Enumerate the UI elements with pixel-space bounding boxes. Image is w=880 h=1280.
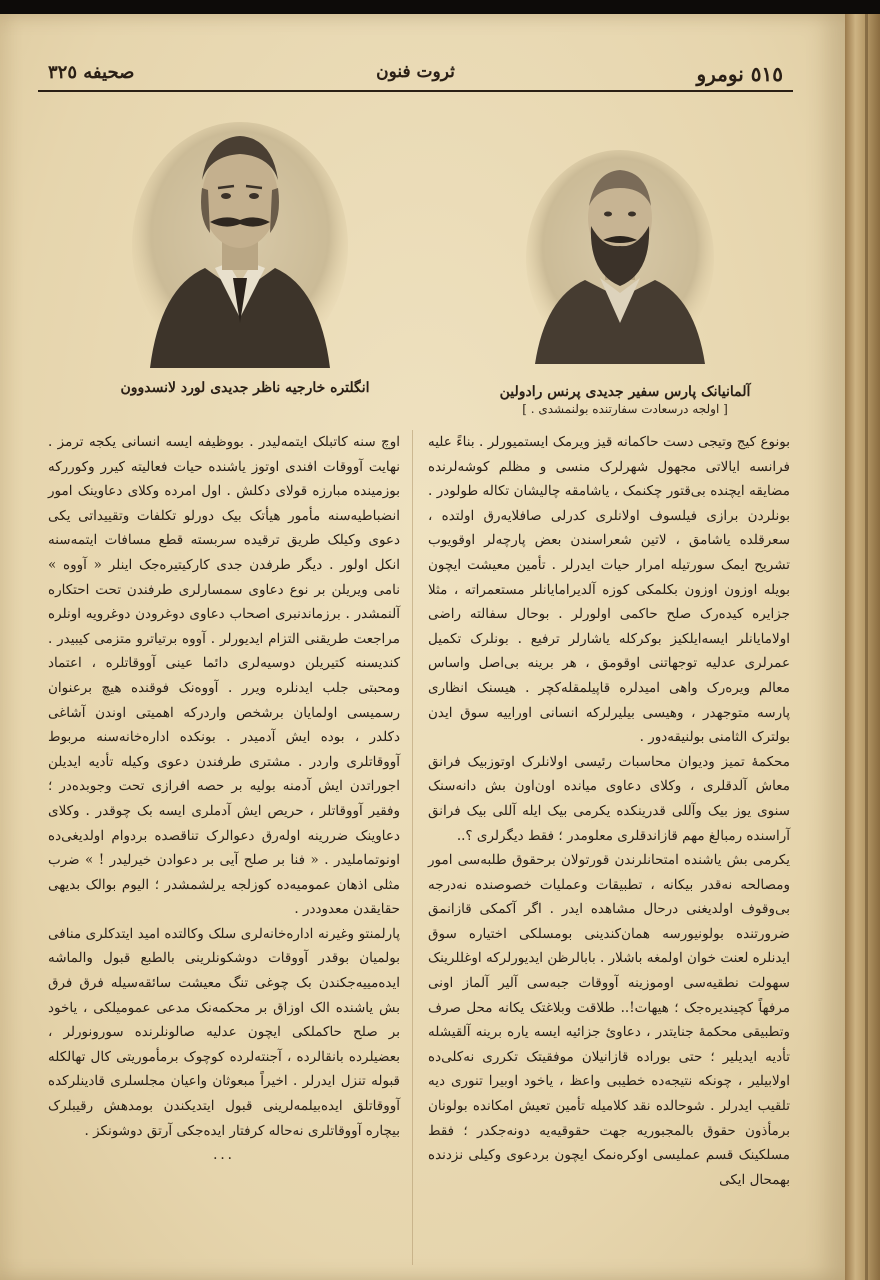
header-rule — [38, 90, 793, 92]
page-header — [38, 58, 793, 92]
portrait-lord-lansdowne — [130, 118, 350, 370]
end-mark: ... — [213, 1147, 235, 1164]
issue-number: ٥١٥ نومرو — [696, 62, 783, 86]
caption-right-portrait: آلمانیانک پارس سفیر جدیدی پرنس رادولین — [499, 384, 751, 400]
book-spine-edge — [845, 14, 880, 1280]
caption-left-portrait: انگلتره خارجیه ناظر جدیدی لورد لانسدوون — [120, 380, 370, 396]
magazine-title: ثروت فنون — [376, 62, 455, 82]
paragraph: بونوع کیج وتیجی دست حاکمانه قیز ویرمک ایستمیورلر . بناءً علیه فرانسه ایالاتی مجهول شهرلرک منسی و مظلم کوشه‌لرنده مضایقه ایچنده بی‌قتور چکنمک ، یاشامقه چالیشان تکاله طولودر . بونلردن برازی فیلسوف اولانلری کدرلی صافلایه‌رق اولتده ، سعرقلده یاشامق ، لاتین شعراسندن بعض پارچه‌لر اوقویوب تشریح ایمک سورتیله امرار حیات ایدرلر . تأمین معیشت ایچون بویله اوزون اوزون بکلمکی کوزه آلدیرامایانلر مستعمراته ، مثلا جزایره کیده‌رک صلح حاکمی اولورلر . بوحال سفالته راضی اولامایانلر ایسه‌ایلکیز بوکرکله یاشارلر ترفیع . بونلرک تکمیل عمرلری عدلیه توجهاتنی اوقومق ، هر برینه بی‌اصل واساس معالم ویره‌رک واهی امیدلره قاپیلمقله‌کچر . هیسنک انظاری پارسه متوجهدر ، وهیسی بیلیرلرکه انسانی اوراییه سوق ایدن بولترک الثامنی بولنیقه‌دور . — [428, 434, 790, 746]
paragraph: اوچ سنه کاتبلک ایتمه‌لیدر . بووظیفه ایسه انسانی یکجه ترمز . نهایت آووقات افندی اوتوز یاشنده حیات فعالیته کیرر وکوررکه بوزمینده مبارزه قولای دکلش . اول امرده وکلای دعاوینک امور انضباطیه‌سنه مأمور هیأتک بیک دورلو تکلفات وتقییداتی یکی دعوی وکیلک طریق ترقیده سربسته قطع مسافات ایتمه‌سنه انکل اولور . دیگر طرفدن جدی کارکیتیره‌جک اینلر « آووه » نامی ویریلن بر نوع دعاوی سمسارلری طرفندن تحت احتکاره آلنمشدر . برزماندنبری اصحاب دعاوی دوغرودن دوغرویه اونلره مراجعت طریقنی التزام ایدیورلر . آووه برتیاترو متزمی کیبیدر . کندیسنه کتیریلن دوسیه‌لری دائما عینی آووقاتلره ، اعتماد ومحبتی جلب ایدنلره ویرر . آووه‌نک فوقنده هیچ برعنوان رسمیسی اولمایان برشخص واردرکه اهمیتی اوندن آشاغی دکلدر ، بوده ایش آدمیدر . بونکده اداره‌خانه‌سنه مربوط آووقاتلری واردر . مشتری طرفندن دعوی وکیله تأدیه ایدیلن اجوراتدن ایش آدمنه بولیه بر حصه افرازی تحت وجوبده‌در ؛ وفقیر آووقاتلر ، حریص ایش آدملری ایسه بک چوقدر . وکلای دعاوینک ضررینه اوله‌رق دعوالرک تناقصده بردوام اولدیغی‌ده اونوتماملیدر . « فنا بر صلح آیی بر دعوادن خیرلیدر ! » ضرب مثلی اذهان عمومیه‌ده کوزلجه یرلشمشدر ؛ الیوم بوالک بدیهی حقایقدن معدوددر . — [48, 434, 400, 918]
paragraph: محکمهٔ تمیز ودیوان محاسبات رئیسی اولانلرک اوتوزبیک فرانق معاش آلدقلری ، وکلای دعاوی میانده اون‌اون بش دانه‌سنک سنوی یوز بیک وآللی قدرینکده یکرمی بیک ایله آللی بیک فرانق آراسنده رمبالغ مهم قازاندقلری معلومدر ؛ فقط دیگرلری ؟.. — [428, 753, 790, 844]
page-number: صحیفه ٣٢٥ — [48, 62, 135, 83]
text-column-right — [428, 430, 790, 1192]
scan-top-border — [0, 0, 880, 14]
paragraph: یکرمی بش یاشنده امتحانلرندن قورتولان برحقوق طلبه‌سی امور ومصالحه نه‌قدر بیکانه ، تطبیقات وعملیات خصوصنده نه‌درجه بی‌وقوف اولدیغنی درحال مشاهده ایدر . اگر آکمکی قازانمق ضرورتنده بولونیورسه همان‌کندینی بومسلکی اختیاره سوق ایدنلره لعنت خوان اولمغه باشلار . بابالرظن ایدیورلرکه اوغللرینک سهولت نطقیه‌سی اوموزینه آووقات جبه‌سی آلیر آلماز اونی مرفهاً کچیندیره‌جک ؛ هیهات!.. طلاقت وبلاغتک یکانه محل صرف وتطبیقی محکمهٔ جنایتدر ، دعاویٔ جزائیه ایسه یاره برینه آلقیشله تأدیه ایدیلیر ؛ حتی بوراده قازانیلان موفقیتک تکرری نه‌کلی‌ده اولابیلیر ، چونکه نتیجه‌ده خطیبی واعظ ، یاخود اوبیرا تنوری دیه تلقیب ایدرلر . شوحالده نقد کلامیله تأمین تعیش امکانده بولونان برمأذون حقوق بالمجبوریه جهت حقوقیه‌یه دونه‌جکدر ؛ فقط مسلکینک قسم عملیسی اوکره‌نمک ایچون بردعوی وکیلی نزدنده بهمحال ایکی — [428, 852, 790, 1188]
caption-right-subnote: [ اولجه درسعادت سفارتنده بولنمشدی . ] — [522, 402, 728, 416]
text-column-left — [48, 430, 400, 1168]
column-divider — [412, 430, 413, 1265]
portrait-prince-radolin — [525, 148, 715, 366]
paragraph: پارلمنتو وغیرنه اداره‌خانه‌لری سلک وکالتده امید ایتدکلری منافی بولمیان بوقدر آووقات دوشکونلرینی بالطبع قبول والماشه ایده‌مییه‌جکندن بک چوغی تنگ معیشت سائقه‌سیله فرق فرق بش یاشنده الک اوزاق بر محکمه‌نک مدعی عمومیلکی ، یاخود بر صلح حاکملکی ایچون عدلیه صالونلرنده سورونورلر ، بعضیلرده‌ بانقالرده ، آجنته‌لرده کوچوک برمأموریتی کال تهالکله قبوله تنزل ایدرلر . اخیراً مبعوثان واعیان مجلسلری قادینلرکده آووقاتلق ایده‌بیلمه‌لرینی قبول ایتدیکندن بومدهش رقیبلرک بیچاره آووقاتلری نه‌حاله کرفتار ایده‌جکی آرتق دوشونکز . — [48, 925, 400, 1139]
